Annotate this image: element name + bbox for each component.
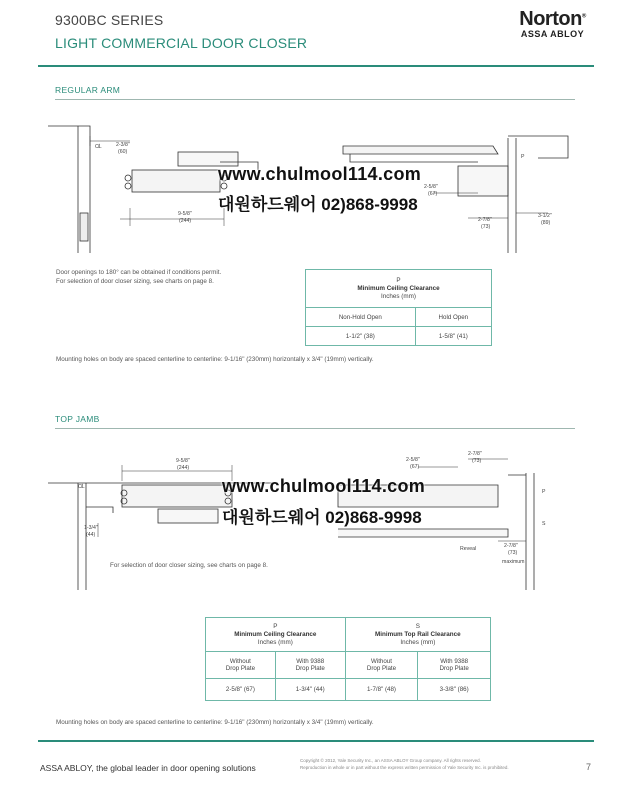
col-header-non-hold: Non-Hold Open	[306, 308, 416, 327]
section-divider	[55, 99, 575, 100]
svg-text:(67): (67)	[428, 191, 438, 197]
watermark-text: 대원하드웨어 02)868-9998	[222, 508, 422, 527]
svg-text:2-5/8": 2-5/8"	[406, 457, 420, 463]
svg-text:9-5/8": 9-5/8"	[178, 211, 192, 217]
top-jamb-note: For selection of door closer sizing, see charts on page 8.	[110, 562, 268, 569]
svg-text:3-1/2": 3-1/2"	[538, 213, 552, 219]
top-jamb-table: P Minimum Ceiling Clearance Inches (mm) S Minimum Top Rail Clearance Inches (mm) Without Drop Plate With 9388 Drop Plate Without Drop Plate With 9388 Drop Plate 2-5/8" (67) 1-3/4" (44) 1-7/8" (48) 3-3/8" (86)	[205, 617, 491, 701]
svg-text:(73): (73)	[472, 458, 482, 464]
brand-logo: Norton® ASSA ABLOY	[505, 8, 600, 39]
col-header-hold: Hold Open	[415, 308, 491, 327]
regular-arm-mounting-note: Mounting holes on body are spaced centerline to centerline: 9-1/16" (230mm) horizontally x 3/4" (19mm) vertically.	[56, 356, 374, 363]
col-header: With 9388 Drop Plate	[418, 652, 491, 679]
table-cell: 1-7/8" (48)	[345, 679, 418, 701]
table-cell: 3-3/8" (86)	[418, 679, 491, 701]
col-header: Without Drop Plate	[345, 652, 418, 679]
footer-divider	[38, 740, 594, 742]
table-cell: 1-3/4" (44)	[275, 679, 345, 701]
watermark-url: www.chulmool114.com	[218, 164, 422, 184]
svg-text:2-3/8": 2-3/8"	[116, 142, 130, 148]
svg-text:(60): (60)	[118, 149, 128, 155]
svg-text:C̸L: C̸L	[95, 144, 102, 150]
svg-text:S: S	[542, 521, 546, 527]
col-header: With 9388 Drop Plate	[275, 652, 345, 679]
svg-text:2-7/8": 2-7/8"	[504, 543, 518, 549]
section-title-regular-arm: REGULAR ARM	[55, 85, 121, 95]
svg-text:(73): (73)	[481, 224, 491, 230]
svg-text:9-5/8": 9-5/8"	[176, 458, 190, 464]
svg-text:1-3/4": 1-3/4"	[84, 525, 98, 531]
watermark-text: 대원하드웨어 02)868-9998	[218, 195, 418, 214]
regular-arm-note: Door openings to 180° can be obtained if conditions permit. For selection of door closer sizing, see charts on page 8.	[56, 269, 222, 285]
svg-text:(44): (44)	[86, 532, 96, 538]
svg-text:(73): (73)	[508, 550, 518, 556]
value-hold: 1-5/8" (41)	[415, 327, 491, 346]
svg-text:Reveal: Reveal	[460, 546, 477, 552]
svg-text:(244): (244)	[177, 465, 190, 471]
svg-text:2-5/8": 2-5/8"	[424, 184, 438, 190]
section-divider	[55, 428, 575, 429]
header-divider	[38, 65, 594, 67]
series-title: 9300BC SERIES	[55, 12, 164, 28]
parent-brand: ASSA ABLOY	[520, 29, 585, 39]
svg-text:(244): (244)	[179, 218, 192, 224]
footer-tagline: ASSA ABLOY, the global leader in door opening solutions	[40, 763, 256, 773]
copyright: Copyright © 2012, Yale Security Inc., an ASSA ABLOY Group company. All rights reserved. Reproduction in whole or in part without the express written permission of Yale Security Inc. is prohibited.	[300, 758, 509, 770]
section-title-top-jamb: TOP JAMB	[55, 414, 100, 424]
regular-arm-table: P Minimum Ceiling Clearance Inches (mm) Non-Hold Open Hold Open 1-1/2" (38) 1-5/8" (41)	[305, 269, 492, 346]
svg-text:P: P	[542, 489, 546, 495]
brand-name: Norton	[519, 8, 582, 30]
top-jamb-mounting-note: Mounting holes on body are spaced centerline to centerline: 9-1/16" (230mm) horizontally x 3/4" (19mm) vertically.	[56, 719, 374, 726]
svg-text:maximum: maximum	[502, 559, 525, 565]
value-non-hold: 1-1/2" (38)	[306, 327, 416, 346]
svg-text:P: P	[521, 154, 525, 160]
svg-text:(89): (89)	[541, 220, 551, 226]
watermark-url: www.chulmool114.com	[222, 476, 426, 496]
table-cell: 2-5/8" (67)	[206, 679, 276, 701]
page-number: 7	[586, 762, 592, 772]
svg-text:2-7/8": 2-7/8"	[478, 217, 492, 223]
svg-text:C̸L: C̸L	[78, 484, 85, 490]
col-header: Without Drop Plate	[206, 652, 276, 679]
svg-text:2-7/8": 2-7/8"	[468, 451, 482, 457]
svg-text:(67): (67)	[410, 464, 420, 470]
product-title: LIGHT COMMERCIAL DOOR CLOSER	[55, 35, 308, 51]
